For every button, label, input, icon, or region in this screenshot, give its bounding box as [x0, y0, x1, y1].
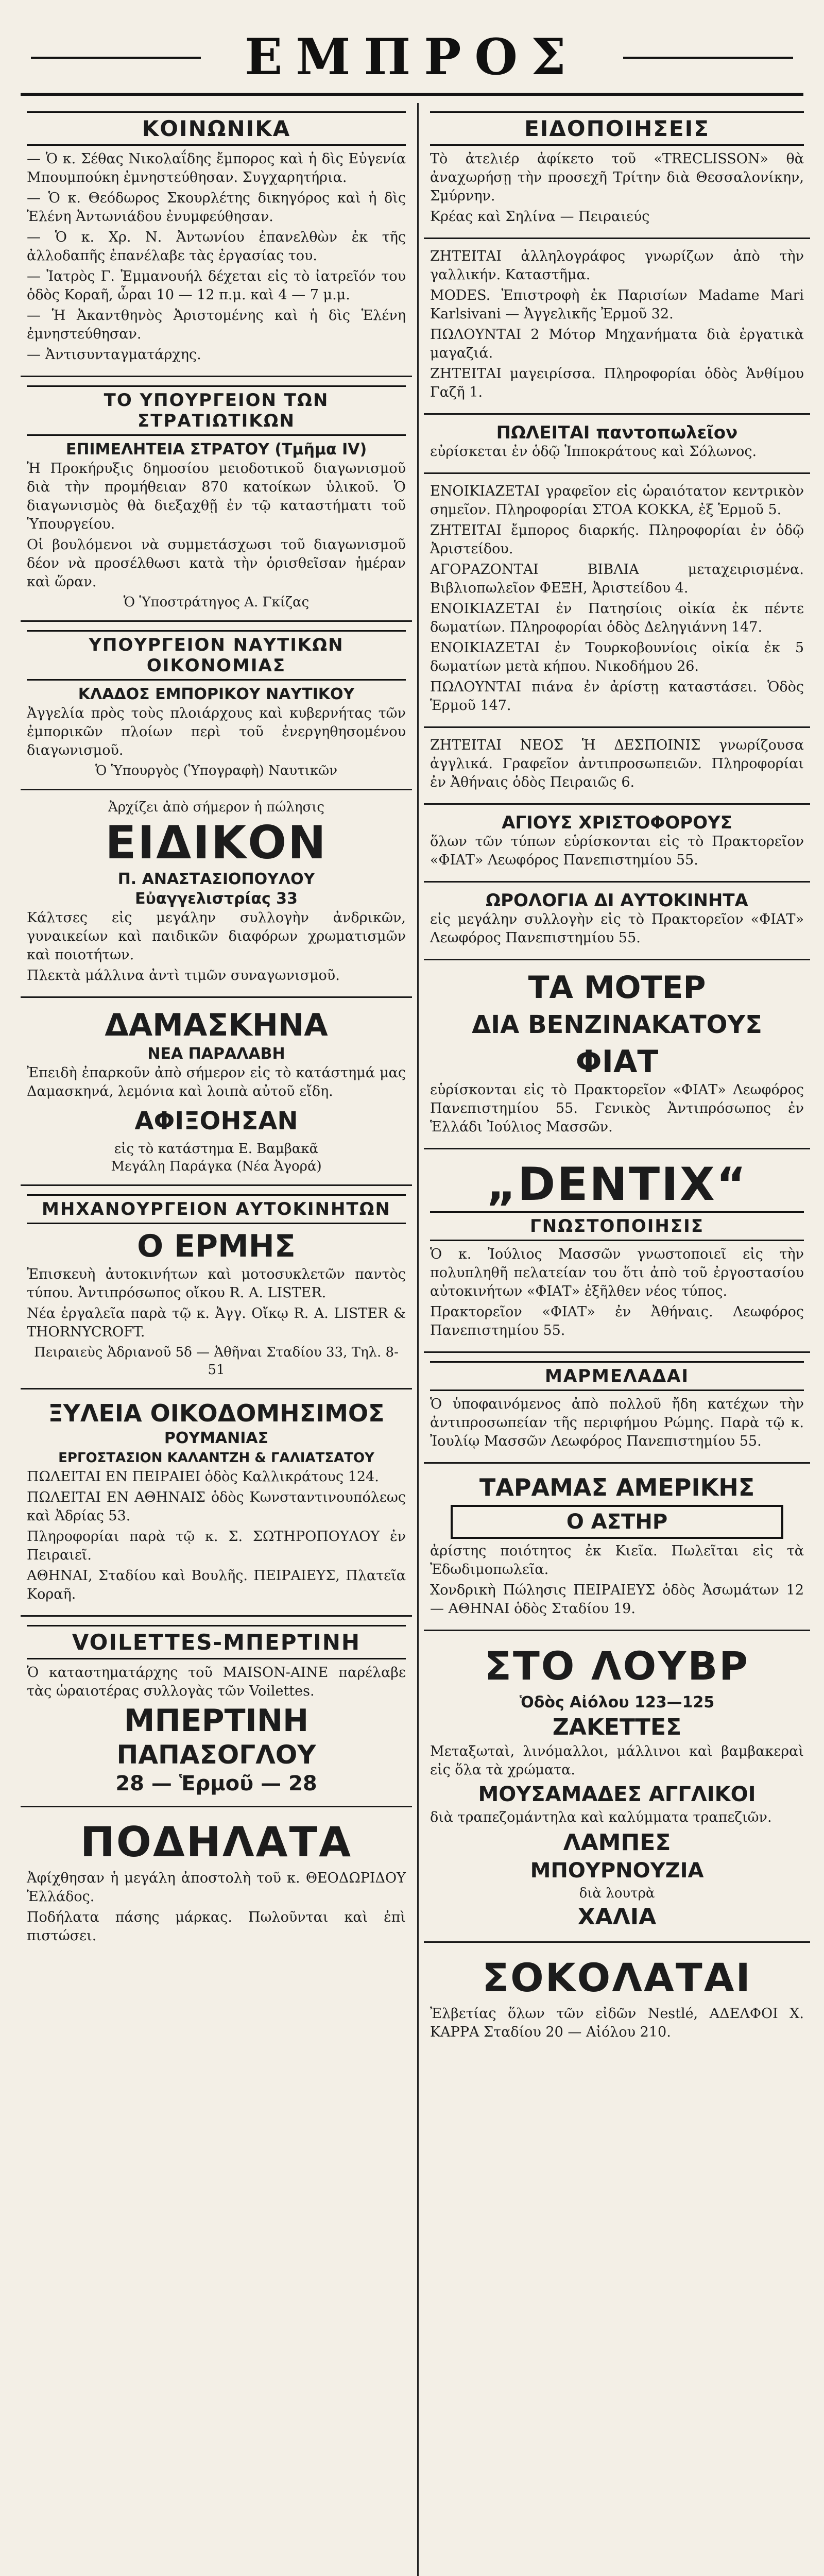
hermes-address: Πειραιεὺς Ἀδριανοῦ 5δ — Ἀθῆναι Σταδίου 33, Τηλ. 8-51 — [34, 1345, 399, 1378]
louvre-item-heading: ΧΑΛΙΑ — [577, 1904, 657, 1930]
voilettes-ad — [21, 1617, 412, 1807]
fiat-parts-heading: ΑΓΙΟΥΣ ΧΡΙΣΤΟΦΟΡΟΥΣ — [502, 812, 732, 833]
grocery-heading: ΠΩΛΕΙΤΑΙ παντοπωλεῖον — [496, 422, 738, 443]
masthead-title: ΕΜΠΡΟΣ — [245, 27, 579, 86]
classified-item: ΖΗΤΕΙΤΑΙ μαγειρίσσα. Πληροφορίαι ὁδὸς Ἀνθίμου Γαζῆ 1. — [430, 366, 804, 400]
navy-ministry-notice — [21, 622, 412, 790]
motors-paragraph: εὑρίσκονται εἰς τὸ Πρακτορεῖον «ΦΙΑΤ» Λεωφόρος Πανεπιστημίου 55. Γενικὸς Ἀντιπρόσωπος ἐν Ἑλλάδι Ἰούλιος Μασσῶν. — [430, 1082, 804, 1135]
rental-item: ΠΩΛΟΥΝΤΑΙ πιάνα ἐν ἀρίστῃ καταστάσει. Ὁδὸς Ἑρμοῦ 147. — [430, 679, 804, 714]
marmelade-paragraph: Ὁ ὑποφαινόμενος ἀπὸ πολλοῦ ἤδη κατέχων τὴν ἀντιπροσωπείαν τῆς περιφήμου Ρώμης. Παρὰ τῷ κ. Ἰουλίῳ Μασσῶν Λεωφόρος Πανεπιστημίου 55. — [430, 1396, 804, 1449]
eidikon-name: ΕΙΔΙΚΟΝ — [105, 816, 328, 869]
wood-heading: ΞΥΛΕΙΑ ΟΙΚΟΔΟΜΗΣΙΜΟΣ — [48, 1399, 385, 1427]
fiat-parts-ad — [424, 805, 810, 883]
voilettes-owner: ΠΑΠΑΣΟΓΛΟΥ — [116, 1740, 316, 1770]
fiat-parts-paragraph: ὅλων τῶν τύπων εὑρίσκονται εἰς τὸ Πρακτορεῖον «ΦΙΑΤ» Λεωφόρος Πανεπιστημίου 55. — [430, 834, 804, 868]
wood-sub: ΡΟΥΜΑΝΙΑΣ — [164, 1429, 269, 1447]
bicycles-paragraph: Ἀφίχθησαν ἡ μεγάλη ἀποστολὴ τοῦ κ. ΘΕΟΔΩΡΙΔΟΥ Ἑλλάδος. — [27, 1870, 406, 1905]
louvre-item-heading: ΛΑΜΠΕΣ — [563, 1829, 671, 1856]
voilettes-paragraph: Ὁ καταστηματάρχης τοῦ MAISON-AINE παρέλαβε τὰς ὡραιοτέρας συλλογὰς τῶν Voilettes. — [27, 1665, 406, 1699]
bicycles-paragraph: Ποδήλατα πάσης μάρκας. Πωλοῦνται καὶ ἐπὶ πιστώσει. — [27, 1909, 406, 1944]
notices-paragraph: Κρέας καὶ Σηλίνα — Πειραιεύς — [430, 209, 650, 225]
chocolate-paragraph: Ἐλβετίας ὅλων τῶν εἰδῶν Nestlé, ΑΔΕΛΦΟΙ Χ. ΚΑΡΡΑ Σταδίου 20 — Αἰόλου 210. — [430, 2006, 804, 2040]
notices-block — [424, 103, 810, 239]
rental-item: ΑΓΟΡΑΖΟΝΤΑΙ ΒΙΒΛΙΑ μεταχειρισμένα. Βιβλιοπωλεῖον ΦΕΞΗ, Ἀριστείδου 4. — [430, 562, 804, 596]
hermes-ad — [21, 1186, 412, 1389]
marmelade-heading: ΜΑΡΜΕΛΑΔΑΙ — [430, 1361, 804, 1391]
motors-line-3: ΦΙΑΤ — [575, 1044, 659, 1080]
notices-heading: ΕΙΔΟΠΟΙΗΣΕΙΣ — [430, 111, 804, 146]
dentix-paragraph: Ὁ κ. Ἰούλιος Μασσῶν γνωστοποιεῖ εἰς τὴν πολυπληθῆ πελατείαν του ὅτι ἀπὸ τοῦ ἐργοστασίου αὐτοκινήτων «ΦΙΑΤ» ἐξῆλθεν νέος τύπος. — [430, 1246, 804, 1299]
taramas-ad — [424, 1464, 810, 1631]
social-item: — Ὁ κ. Χρ. Ν. Ἀντωνίου ἐπανελθὼν ἐκ τῆς ἀλλοδαπῆς ἐπανέλαβε τὰς ἐργασίας του. — [27, 229, 406, 264]
eidikon-street: Εὐαγγελιστρίας 33 — [135, 890, 298, 908]
bicycles-ad — [21, 1807, 412, 1957]
grocery-paragraph: εὐρίσκεται ἐν ὁδῷ Ἱπποκράτους καὶ Σόλωνος. — [430, 444, 757, 460]
clocks-paragraph: εἰς μεγάλην συλλογὴν εἰς τὸ Πρακτορεῖον «ΦΙΑΤ» Λεωφόρος Πανεπιστημίου 55. — [430, 911, 804, 946]
voilettes-address: 28 — Ἑρμοῦ — 28 — [115, 1772, 317, 1795]
louvre-item-heading: ΜΟΥΣΑΜΑΔΕΣ ΑΓΓΛΙΚΟΙ — [478, 1783, 756, 1806]
navy-signature: Ὁ Ὑπουργὸς (Ὑπογραφὴ) Ναυτικῶν — [95, 763, 338, 778]
taramas-paragraph: ἀρίστης ποιότητος ἐκ Κιεῖα. Πωλεῖται εἰς τὰ Ἐδωδιμοπωλεῖα. — [430, 1543, 804, 1578]
louvre-name: ΣΤΟ ΛΟΥΒΡ — [485, 1643, 749, 1689]
wood-firm: ΕΡΓΟΣΤΑΣΙΟΝ ΚΑΛΑΝΤΖΗ & ΓΑΛΙΑΤΣΑΤΟΥ — [58, 1450, 374, 1466]
masthead — [21, 21, 803, 96]
army-heading: ΤΟ ΥΠΟΥΡΓΕΙΟΝ ΤΩΝ ΣΤΡΑΤΙΩΤΙΚΩΝ — [27, 385, 406, 436]
social-item: — Ὁ κ. Θεόδωρος Σκουρλέτης δικηγόρος καὶ ἡ δὶς Ἑλένη Ἀντωνιάδου ἐνυμφεύθησαν. — [27, 190, 406, 225]
notices-paragraph: Τὸ ἀτελιέρ ἀφίκετο τοῦ «TRECLISSON» θὰ ἀναχωρήσῃ τὴν προσεχῆ Τρίτην διὰ Θεσσαλονίκην, Σμύρνην. — [430, 151, 804, 204]
rental-item: ΖΗΤΕΙΤΑΙ ἔμπορος διαρκής. Πληροφορίαι ἐν ὁδῷ Ἀριστείδου. — [430, 522, 804, 557]
hermes-name: Ο ΕΡΜΗΣ — [137, 1228, 296, 1264]
motors-line-1: ΤΑ ΜΟΤΕΡ — [528, 970, 706, 1006]
navy-paragraph: Ἀγγελία πρὸς τοὺς πλοιάρχους καὶ κυβερνήτας τῶν ἐμπορικῶν πλοίων περὶ τοῦ ἐνεργηθησομένου διαγωνισμοῦ. — [27, 705, 406, 758]
social-notices — [21, 103, 412, 377]
damaskina-paragraph: Ἐπειδὴ ἐπαρκοῦν ἀπὸ σήμερον εἰς τὸ κατάστημά μας Δαμασκηνά, λεμόνια καὶ λοιπὰ αὐτοῦ εἴδη. — [27, 1065, 406, 1099]
damaskina-seller: εἰς τὸ κατάστημα Ε. Βαμβακᾶ — [114, 1141, 319, 1157]
social-item: — Ἡ Ἀκαντθηνὸς Ἀριστομένης καὶ ἡ δὶς Ἑλένη ἐμνηστεύθησαν. — [27, 308, 406, 342]
louvre-ad — [424, 1631, 810, 1943]
rental-item: ΕΝΟΙΚΙΑΖΕΤΑΙ γραφεῖον εἰς ὡραιότατον κεντρικὸν σημεῖον. Πληροφορίαι ΣΤΟΑ ΚΟΚΚΑ, ἐξ Ἑρμοῦ 5. — [430, 483, 804, 518]
despoinis-paragraph: ΖΗΤΕΙΤΑΙ ΝΕΟΣ Ἡ ΔΕΣΠΟΙΝΙΣ γνωρίζουσα ἀγγλικά. Γραφεῖον ἀντιπροσωπειῶν. Πληροφορίαι ἐν Ἀθήναις ὁδὸς Πειραιῶς 6. — [430, 737, 804, 790]
eidikon-paragraph: Πλεκτὰ μάλλινα ἀντὶ τιμῶν συναγωνισμοῦ. — [27, 968, 340, 984]
rental-item: ΕΝΟΙΚΙΑΖΕΤΑΙ ἐν Πατησίοις οἰκία ἐκ πέντε δωματίων. Πληροφορίαι ὁδὸς Δεληγιάννη 147. — [430, 601, 804, 635]
wood-paragraph: ΑΘΗΝΑΙ, Σταδίου καὶ Βουλῆς. ΠΕΙΡΑΙΕΥΣ, Πλατεῖα Κοραῆ. — [27, 1568, 406, 1602]
damaskina-sub: ΝΕΑ ΠΑΡΑΛΑΒΗ — [147, 1045, 285, 1063]
army-paragraph: Οἱ βουλόμενοι νὰ συμμετάσχωσι τοῦ διαγωνισμοῦ δέον νὰ προσέλθωσι κατὰ τὴν ὁρισθεῖσαν ἡμέραν καὶ ὥραν. — [27, 537, 406, 590]
social-item: — Ἀντισυνταγματάρχης. — [27, 347, 201, 363]
voilettes-heading: VOILETTES-ΜΠΕΡΤΙΝΗ — [27, 1625, 406, 1659]
bicycles-heading: ΠΟΔΗΛΑΤΑ — [80, 1818, 353, 1866]
wood-paragraph: ΠΩΛΕΙΤΑΙ ΕΝ ΠΕΙΡΑΙΕΙ ὁδὸς Καλλικράτους 124. — [27, 1469, 379, 1485]
eidikon-ad — [21, 790, 412, 998]
classified-item: ΠΩΛΟΥΝΤΑΙ 2 Μότορ Μηχανήματα διὰ ἐργατικὰ μαγαζιά. — [430, 327, 804, 361]
louvre-item-heading: ΜΠΟΥΡΝΟΥΖΙΑ — [530, 1859, 704, 1883]
voilettes-name: ΜΠΕΡΤΙΝΗ — [124, 1703, 309, 1739]
louvre-paragraph: διὰ τραπεζομάντηλα καὶ καλύμματα τραπεζιῶν. — [430, 1809, 772, 1825]
dentix-paragraph: Πρακτορεῖον «ΦΙΑΤ» ἐν Ἀθήναις. Λεωφόρος Πανεπιστημίου 55. — [430, 1304, 804, 1338]
hermes-paragraph: Ἐπισκευὴ ἀυτοκινήτων καὶ μοτοσυκλετῶν παντὸς τύπου. Ἀντιπρόσωπος οἴκου R. A. LISTER. — [27, 1266, 406, 1301]
army-signature: Ὁ Ὑποστράτηγος Α. Γκίζας — [123, 595, 310, 610]
damaskina-address: Μεγάλη Παράγκα (Νέα Ἀγορά) — [111, 1159, 322, 1174]
damaskina-brand: ΑΦΙΞΟΗΣΑΝ — [134, 1107, 298, 1136]
hermes-paragraph: Νέα ἐργαλεῖα παρὰ τῷ κ. Ἀγγ. Οἴκῳ R. A. LISTER & THORNYCROFT. — [27, 1306, 406, 1340]
army-paragraph: Ἡ Προκήρυξις δημοσίου μειοδοτικοῦ διαγωνισμοῦ διὰ τὴν προμήθειαν 870 κατοίκων ὑλικοῦ. Ὁ διαγωνισμὸς θὰ διεξαχθῇ ἐν τῷ καταστήματι τοῦ Ὑπουργείου. — [27, 461, 406, 532]
classified-item: ΖΗΤΕΙΤΑΙ ἀλληλογράφος γνωρίζων ἀπὸ τὴν γαλλικήν. Καταστῆμα. — [430, 248, 804, 283]
louvre-note: διὰ λουτρὰ — [579, 1886, 655, 1901]
wood-paragraph: Πληροφορίαι παρὰ τῷ κ. Σ. ΣΩΤΗΡΟΠΟΥΛΟΥ ἐν Πειραιεῖ. — [27, 1529, 406, 1563]
social-heading: ΚΟΙΝΩΝΙΚΑ — [27, 111, 406, 146]
dentix-ad — [424, 1149, 810, 1353]
social-item: — Ἰατρὸς Γ. Ἐμμανουήλ δέχεται εἰς τὸ ἰατρεῖόν του ὁδὸς Κοραῆ, ὧραι 10 — 12 π.μ. καὶ 4 — 7 μ.μ. — [27, 268, 406, 303]
taramas-logo — [451, 1505, 783, 1539]
classifieds-block — [424, 239, 810, 415]
despoinis-block — [424, 728, 810, 805]
wood-paragraph: ΠΩΛΕΙΤΑΙ ΕΝ ΑΘΗΝΑΙΣ ὁδὸς Κωνσταντινουπόλεως καὶ Ἀδρίας 53. — [27, 1489, 406, 1524]
social-item: — Ὁ κ. Σέθας Νικολαΐδης ἔμπορος καὶ ἡ δὶς Εὐγενία Μπουμπούκη ἐμνηστεύθησαν. Συγχαρητήρια. — [27, 151, 406, 185]
navy-heading: ΥΠΟΥΡΓΕΙΟΝ ΝΑΥΤΙΚΩΝ ΟΙΚΟΝΟΜΙΑΣ — [27, 630, 406, 681]
louvre-item-heading: ΖΑΚΕΤΤΕΣ — [552, 1714, 682, 1740]
taramas-brand: Ο ΑΣΤΗΡ — [566, 1510, 668, 1534]
right-column — [417, 103, 810, 2576]
clocks-heading: ΩΡΟΛΟΓΙΑ ΔΙ ΑΥΤΟΚΙΝΗΤΑ — [486, 890, 748, 911]
hermes-heading: ΜΗΧΑΝΟΥΡΓΕΙΟΝ ΑΥΤΟΚΙΝΗΤΩΝ — [27, 1194, 406, 1224]
rentals-block — [424, 474, 810, 728]
dentix-brand: „DENTIX“ — [486, 1158, 748, 1211]
eidikon-owner: Π. ΑΝΑΣΤΑΣΙΟΠΟΥΛΟΥ — [117, 870, 315, 888]
motors-line-2: ΔΙΑ ΒΕΝΖΙΝΑΚΑΤΟΥΣ — [472, 1010, 762, 1039]
marmelade-ad — [424, 1353, 810, 1464]
louvre-address: Ὁδὸς Αἰόλου 123—125 — [519, 1693, 715, 1711]
rental-item: ΕΝΟΙΚΙΑΖΕΤΑΙ ἐν Τουρκοβουνίοις οἰκία ἐκ 5 δωματίων μετὰ κήπου. Νικοδήμου 26. — [430, 640, 804, 674]
damaskina-name: ΔΑΜΑΣΚΗΝΑ — [105, 1007, 328, 1043]
eidikon-lead: Ἀρχίζει ἀπὸ σήμερον ἡ πώλησις — [108, 800, 324, 815]
taramas-heading: ΤΑΡΑΜΑΣ ΑΜΕΡΙΚΗΣ — [479, 1473, 755, 1501]
chocolate-heading: ΣΟΚΟΛΑΤΑΙ — [482, 1955, 752, 2001]
clocks-ad — [424, 883, 810, 960]
eidikon-paragraph: Κάλτσες εἰς μεγάλην συλλογὴν ἀνδρικῶν, γυναικείων καὶ παιδικῶν διαφόρων χρωματισμῶν καὶ ποιοτήτων. — [27, 910, 406, 963]
masthead-rule-left — [31, 57, 201, 59]
wood-ad — [21, 1389, 412, 1617]
damaskina-ad — [21, 998, 412, 1186]
classified-item: MODES. Ἐπιστροφὴ ἐκ Παρισίων Madame Mari Karlsivani — Ἀγγελικῆς Ἐρμοῦ 32. — [430, 287, 804, 322]
masthead-rule-right — [623, 57, 793, 59]
army-subheading: ΕΠΙΜΕΛΗΤΕΙΑ ΣΤΡΑΤΟΥ (Τμῆμα IV) — [65, 440, 367, 459]
left-column — [21, 103, 412, 2576]
louvre-paragraph: Μεταξωταὶ, λινόμαλλοι, μάλλινοι καὶ βαμβακεραὶ εἰς ὅλα τὰ χρώματα. — [430, 1743, 804, 1778]
navy-subheading: ΚΛΑΔΟΣ ΕΜΠΟΡΙΚΟΥ ΝΑΥΤΙΚΟΥ — [78, 685, 355, 703]
dentix-heading: ΓΝΩΣΤΟΠΟΙΗΣΙΣ — [430, 1211, 804, 1241]
chocolate-ad — [424, 1943, 810, 2053]
motors-ad — [424, 960, 810, 1149]
grocery-sale — [424, 415, 810, 474]
taramas-paragraph: Χονδρικὴ Πώλησις ΠΕΙΡΑΙΕΥΣ ὁδὸς Ἀσωμάτων 12 — ΑΘΗΝΑΙ ὁδὸς Σταδίου 19. — [430, 1582, 804, 1617]
army-ministry-notice — [21, 377, 412, 622]
